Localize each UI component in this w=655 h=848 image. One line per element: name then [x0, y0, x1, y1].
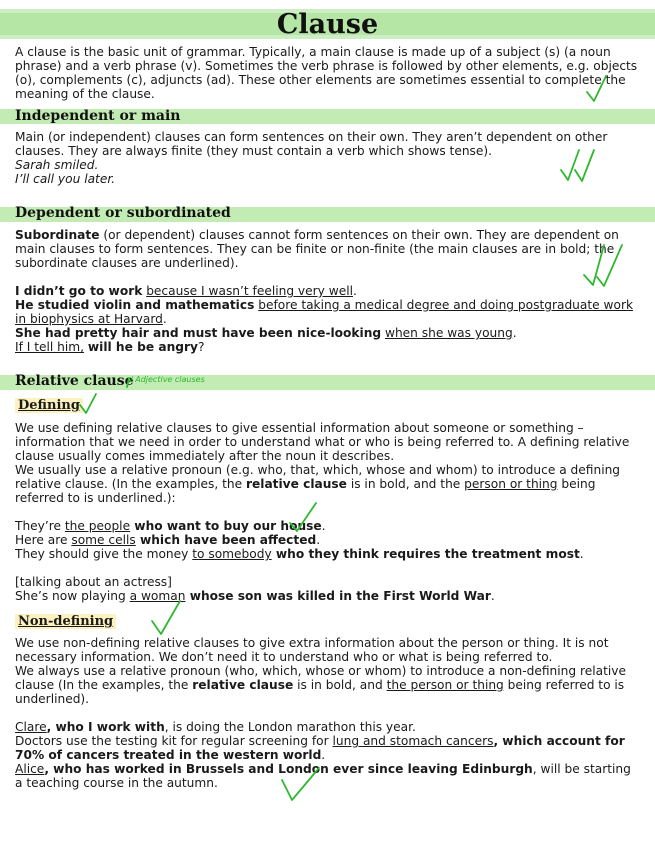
- dependent-example-1: I didn’t go to work because I wasn’t feeling very well.: [15, 284, 357, 298]
- defining-example-3: They should give the money to somebody who they think requires the treatment most.: [15, 547, 584, 561]
- defining-example-4: She’s now playing a woman whose son was killed in the First World War.: [15, 589, 495, 603]
- dependent-example-3: She had pretty hair and must have been nice-looking when she was young.: [15, 326, 517, 340]
- defining-label-row: [15, 398, 640, 413]
- nondefining-example-3: Alice, who has worked in Brussels and London ever since leaving Edinburgh, will be starting a teaching course in the autumn.: [15, 762, 631, 790]
- nondefining-example-2: Doctors use the testing kit for regular screening for lung and stomach cancers, which account for 70% of cancers treated in the western world.: [15, 734, 625, 762]
- defining-example-2: Here are some cells which have been affected.: [15, 533, 321, 547]
- defining-section: We use defining relative clauses to give essential information about someone or something – information that we need in order to understand what or who is being referred to. A defining relative clause usually comes immediately after the noun it describes. We usually use a relative pronoun (e.g. who, that, which, whose and whom) to introduce a defining relative clause. (In the examples, the relative clause is in bold, and the person or thing being referred to is underlined.): They’re the people who want to buy our house. Here are some cells which have been affected. They should give the money to somebody who they think requires the treatment most. [talking about an actress] She’s now playing a woman whose son was killed in the First World War.: [15, 421, 640, 603]
- example-sarah: Sarah smiled.: [15, 158, 99, 172]
- example-call: I’ll call you later.: [15, 172, 116, 186]
- heading-relative: Relative clause: [15, 373, 134, 389]
- defining-example-1: They’re the people who want to buy our house.: [15, 519, 326, 533]
- dependent-example-4: If I tell him, will he be angry?: [15, 340, 205, 354]
- defining-p2: We usually use a relative pronoun (e.g. who, that, which, whose and whom) to introduce a defining relative clause. (In the examples, the relative clause is in bold, and the person or thing being referred to is underlined.):: [15, 463, 621, 505]
- nondefining-label-row: [15, 614, 640, 629]
- dependent-example-2: He studied violin and mathematics before taking a medical degree and doing postgraduate work in biophysics at Harvard.: [15, 298, 634, 326]
- nondefining-label: Non-defining: [15, 614, 116, 629]
- heading-dependent: Dependent or subordinated: [15, 205, 231, 221]
- nondefining-section: We use non-defining relative clauses to give extra information about the person or thing. It is not necessary information. We don’t need it to understand who or what is being referred to. We always use a relative pronoun (who, which, whose or whom) to introduce a non-defining relative clause (In the examples, the relative clause is in bold, and the person or thing being referred to is underlined). Clare, who I work with, is doing the London marathon this year. Doctors use the testing kit for regular screening for lung and stomach cancers, which account for 70% of cancers treated in the western world. Alice, who has worked in Brussels and London ever since leaving Edinburgh, will be starting a teaching course in the autumn.: [15, 636, 640, 790]
- page-title: Clause: [276, 9, 379, 40]
- defining-label: Defining: [15, 398, 83, 413]
- dependent-section: [15, 228, 640, 354]
- handwritten-note: / Adjective clauses: [130, 375, 205, 384]
- heading-independent: Independent or main: [15, 108, 181, 124]
- intro-paragraph: A clause is the basic unit of grammar. Typically, a main clause is made up of a subject (s) (a noun phrase) and a verb phrase (v). Sometimes the verb phrase is followed by other elements, e.g. objects (o), complements (c), adjuncts (ad). These other elements are sometimes essential to complete the meaning of the clause.: [15, 45, 638, 101]
- nondefining-example-1: Clare, who I work with, is doing the London marathon this year.: [15, 720, 416, 734]
- nondefining-p2: We always use a relative pronoun (who, which, whose or whom) to introduce a non-defining relative clause (In the examples, the relative clause is in bold, and the person or thing being referred to is underlined).: [15, 664, 626, 706]
- dependent-body: Subordinate (or dependent) clauses cannot form sentences on their own. They are dependent on main clauses to form sentences. They can be finite or non-finite (the main clauses are in bold; the subordinate clauses are underlined).: [15, 228, 619, 270]
- defining-example-context: [talking about an actress]: [15, 575, 172, 589]
- independent-section: Main (or independent) clauses can form sentences on their own. They aren’t dependent on other clauses. They are always finite (they must contain a verb which shows tense). Sarah smiled. I’ll call you later.: [15, 130, 608, 186]
